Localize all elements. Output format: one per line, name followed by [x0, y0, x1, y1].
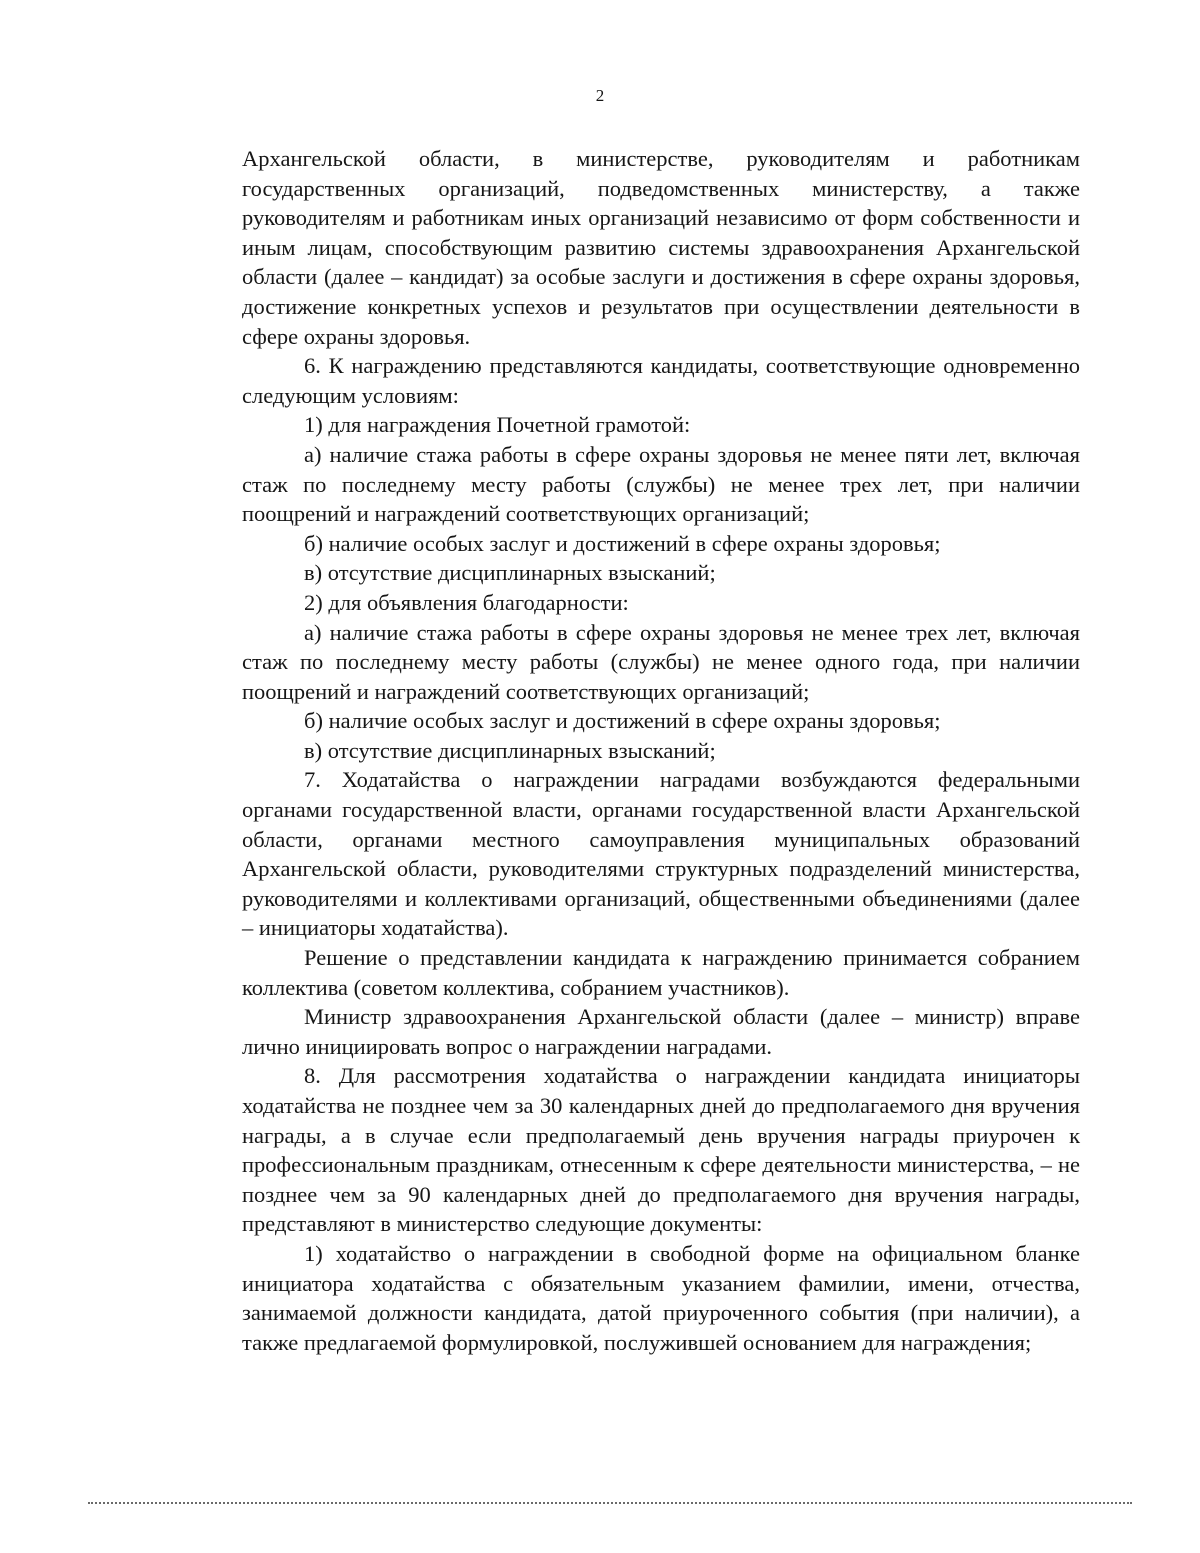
paragraph-clause-7: 7. Ходатайства о награждении наградами возбуждаются федеральными органами государственной власти, органами государственной власти Архангельской области, органами местного самоуправления муниципальных образований Архангельской области, руководителями структурных подразделений министерства, руководителями и коллективами организаций, общественными объединениями (далее – инициаторы ходатайства). [242, 767, 1080, 941]
paragraph-clause-8-1: 1) ходатайство о награждении в свободной форме на официальном бланке инициатора ходатайства с обязательным указанием фамилии, имени, отчества, занимаемой должности кандидата, датой приуроченного события (при наличии), а также предлагаемой формулировкой, послужившей основанием для награждения; [242, 1240, 1080, 1355]
document-body [242, 144, 1080, 1357]
paragraph-clause-6-1-a: а) наличие стажа работы в сфере охраны здоровья не менее пяти лет, включая стаж по последнему месту работы (службы) не менее трех лет, при наличии поощрений и награждений соответствующих организаций; [242, 441, 1080, 527]
paragraph-clause-6-2: 2) для объявления благодарности: [304, 589, 629, 615]
paragraph-minister-initiative: Министр здравоохранения Архангельской области (далее – министр) вправе лично инициировать вопрос о награждении наградами. [242, 1004, 1080, 1059]
paragraph-clause-6-2-b: б) наличие особых заслуг и достижений в сфере охраны здоровья; [304, 708, 941, 734]
paragraph-clause-6-1: 1) для награждения Почетной грамотой: [304, 412, 691, 438]
paragraph-clause-8: 8. Для рассмотрения ходатайства о награждении кандидата инициаторы ходатайства не позднее чем за 30 календарных дней до предполагаемого дня вручения награды, а в случае если предполагаемый день вручения награды приурочен к профессиональным праздникам, отнесенным к сфере деятельности министерства, – не позднее чем за 90 календарных дней до предполагаемого дня вручения награды, представляют в министерство следующие документы: [242, 1063, 1080, 1237]
page-number: 2 [595, 86, 605, 105]
paragraph-clause-6-2-v: в) отсутствие дисциплинарных взысканий; [304, 737, 716, 763]
paragraph-continuation: Архангельской области, в министерстве, руководителям и работникам государственных организаций, подведомственных министерству, а также руководителям и работникам иных организаций независимо от форм собственности и иным лицам, способствующим развитию системы здравоохранения Архангельской области (далее – кандидат) за особые заслуги и достижения в сфере охраны здоровья, достижение конкретных успехов и результатов при осуществлении деятельности в сфере охраны здоровья. [242, 146, 1080, 349]
footer-divider [88, 1502, 1132, 1504]
paragraph-clause-6: 6. К награждению представляются кандидаты, соответствующие одновременно следующим условиям: [242, 353, 1080, 408]
paragraph-clause-6-1-v: в) отсутствие дисциплинарных взысканий; [304, 560, 716, 586]
paragraph-clause-6-2-a: а) наличие стажа работы в сфере охраны здоровья не менее трех лет, включая стаж по последнему месту работы (службы) не менее одного года, при наличии поощрений и награждений соответствующих организаций; [242, 619, 1080, 704]
paragraph-collective-decision: Решение о представлении кандидата к награждению принимается собранием коллектива (советом коллектива, собранием участников). [242, 945, 1080, 1000]
paragraph-clause-6-1-b: б) наличие особых заслуг и достижений в сфере охраны здоровья; [304, 530, 941, 556]
